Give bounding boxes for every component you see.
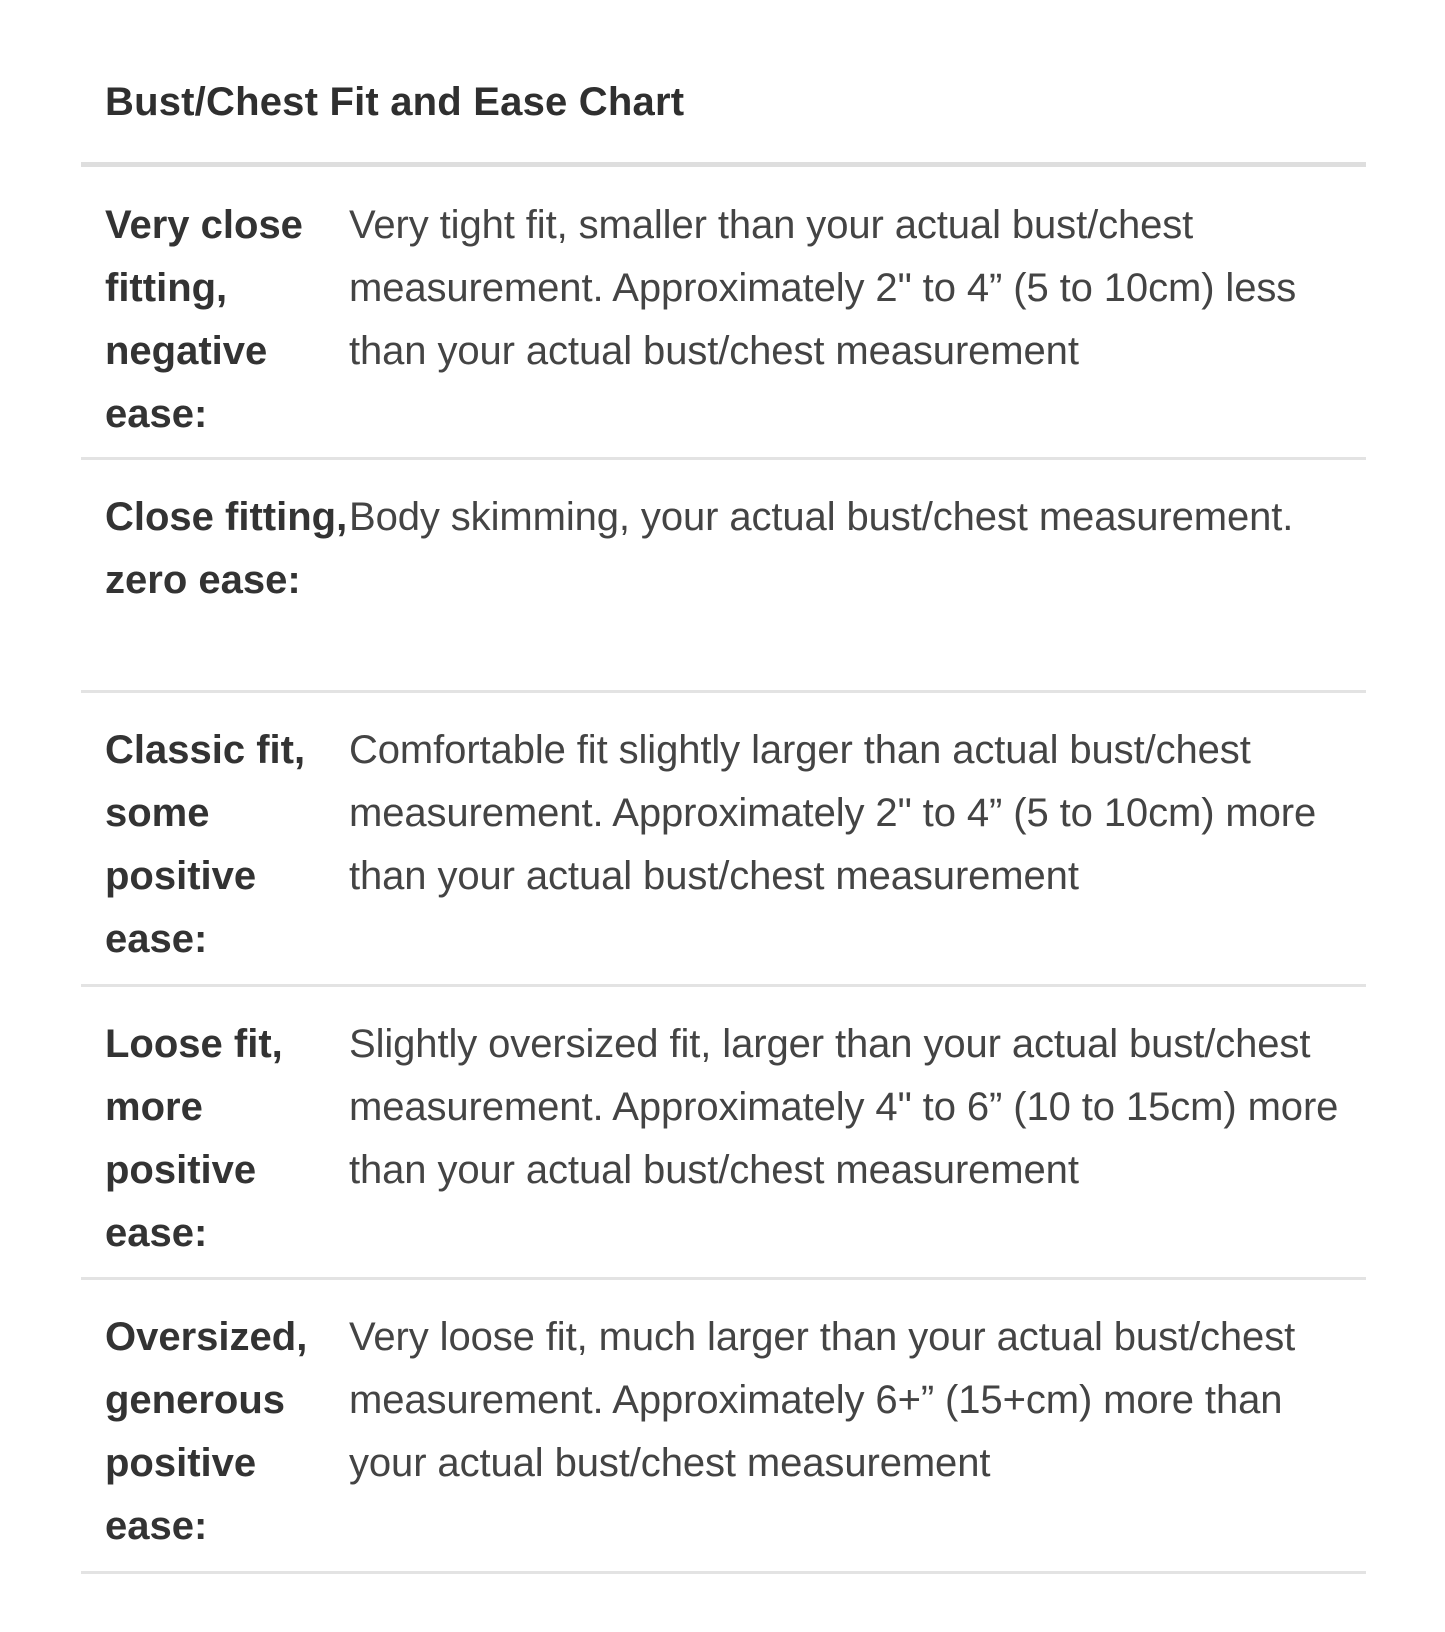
- row-description: Very loose fit, much larger than your actual bust/chest measurement. Approximately 6+” (15+cm) more than your actual bust/chest measurement: [349, 1315, 1296, 1485]
- chart-title: Bust/Chest Fit and Ease Chart: [105, 80, 685, 124]
- table-row: [81, 1280, 1366, 1574]
- row-description: Slightly oversized fit, larger than your actual bust/chest measurement. Approximately 4" to 6” (10 to 15cm) more than your actual bust/chest measurement: [349, 1022, 1339, 1192]
- row-label: Very close fitting, negative ease:: [105, 203, 303, 436]
- table-row: [81, 167, 1366, 460]
- table-row: [81, 693, 1366, 987]
- row-description: Body skimming, your actual bust/chest measurement.: [349, 495, 1294, 539]
- row-label: Loose fit, more positive ease:: [105, 1022, 283, 1255]
- table-row: [81, 987, 1366, 1280]
- row-label: Oversized, generous positive ease:: [105, 1315, 308, 1548]
- row-label: Classic fit, some positive ease:: [105, 728, 306, 961]
- row-description: Very tight fit, smaller than your actual bust/chest measurement. Approximately 2" to 4” (5 to 10cm) less than your actual bust/chest measurement: [349, 203, 1297, 373]
- row-label: Close fitting, zero ease:: [105, 495, 348, 602]
- row-description: Comfortable fit slightly larger than actual bust/chest measurement. Approximately 2" to 4” (5 to 10cm) more than your actual bust/chest measurement: [349, 728, 1317, 898]
- fit-ease-chart: [81, 0, 1366, 1574]
- table-row: [81, 460, 1366, 693]
